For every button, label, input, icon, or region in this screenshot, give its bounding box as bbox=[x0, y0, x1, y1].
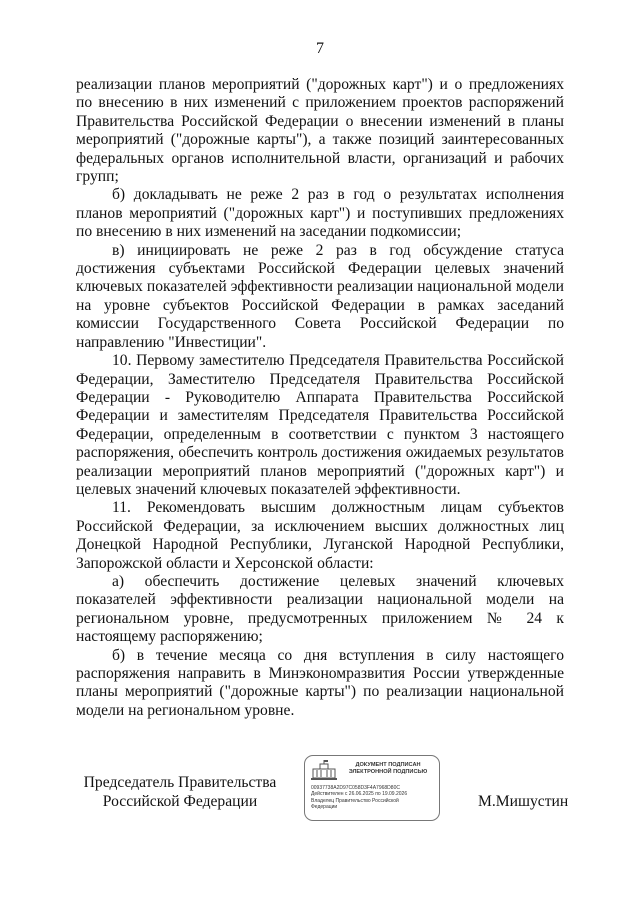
stamp-owner-line1: Владелец Правительство Российской bbox=[311, 797, 399, 804]
stamp-details bbox=[311, 785, 437, 811]
stamp-title-line2: ЭЛЕКТРОННОЙ ПОДПИСЬЮ bbox=[348, 769, 428, 775]
electronic-signature-stamp bbox=[304, 755, 440, 821]
stamp-certificate: 00937738A2D97C058D3F4A7968D80C bbox=[311, 785, 400, 791]
government-building-icon bbox=[310, 760, 338, 782]
stamp-validity: Действителен с 26.06.2025 по 19.09.2026 bbox=[311, 791, 408, 798]
signatory-name: М.Мишустин bbox=[478, 793, 569, 810]
paragraph-11-item-b: б) в течение месяца со дня вступления в силу настоящего распоряжения направить в Минэкономразвития России утвержденные планы мероприятий ("дорожные карты") по реализации национальной модели на региональном уровне. bbox=[76, 646, 564, 719]
stamp-owner-line2: Федерации bbox=[311, 804, 338, 811]
paragraph-10: 10. Первому заместителю Председателя Правительства Российской Федерации, Заместителю Председателя Правительства Российской Федерации - Руководителю Аппарата Правительства Российской Федерации и заместителям Председателя Правительства Российской Федерации, определенным в соответствии с пунктом 3 настоящего распоряжения, обеспечить контроль достижения ожидаемых результатов реализации мероприятий планов мероприятий ("дорожных карт") и целевых значений ключевых показателей эффективности. bbox=[76, 352, 564, 498]
paragraph-item-b: б) докладывать не реже 2 раз в год о результатах исполнения планов мероприятий ("дорожных карт") и поступивших предложениях по внесению в них изменений на заседании подкомиссии; bbox=[76, 186, 564, 241]
paragraph-11: 11. Рекомендовать высшим должностным лицам субъектов Российской Федерации, за исключением высших должностных лиц Донецкой Народной Республики, Луганской Народной Республики, Запорожской области и Херсонской области: bbox=[76, 499, 564, 572]
stamp-title-line1: ДОКУМЕНТ ПОДПИСАН bbox=[355, 762, 421, 768]
signatory-position-line1: Председатель Правительства bbox=[83, 774, 277, 791]
paragraph-item-v: в) инициировать не реже 2 раз в год обсуждение статуса достижения субъектами Российской Федерации целевых значений ключевых показателей эффективности реализации национальной модели на уровне субъектов Российской Федерации в рамках заседаний комиссии Государственного Совета Российской Федерации по направлению "Инвестиции". bbox=[76, 241, 564, 351]
signatory-position-line2: Российской Федерации bbox=[102, 793, 258, 810]
signatory-position bbox=[80, 773, 280, 811]
paragraph-continuation: реализации планов мероприятий ("дорожных карт") и о предложениях по внесению в них изменений с приложением проектов распоряжений Правительства Российской Федерации о внесении изменений в планы мероприятий ("дорожные карты"), а также позиций заинтересованных федеральных органов исполнительной власти, организаций и рабочих групп; bbox=[76, 76, 564, 186]
paragraph-11-item-a: а) обеспечить достижение целевых значений ключевых показателей эффективности реализации национальной модели на региональном уровне, предусмотренных приложением № 24 к настоящему распоряжению; bbox=[76, 572, 564, 646]
document-body bbox=[76, 76, 564, 720]
page-number: 7 bbox=[316, 40, 324, 57]
stamp-title bbox=[339, 762, 437, 776]
